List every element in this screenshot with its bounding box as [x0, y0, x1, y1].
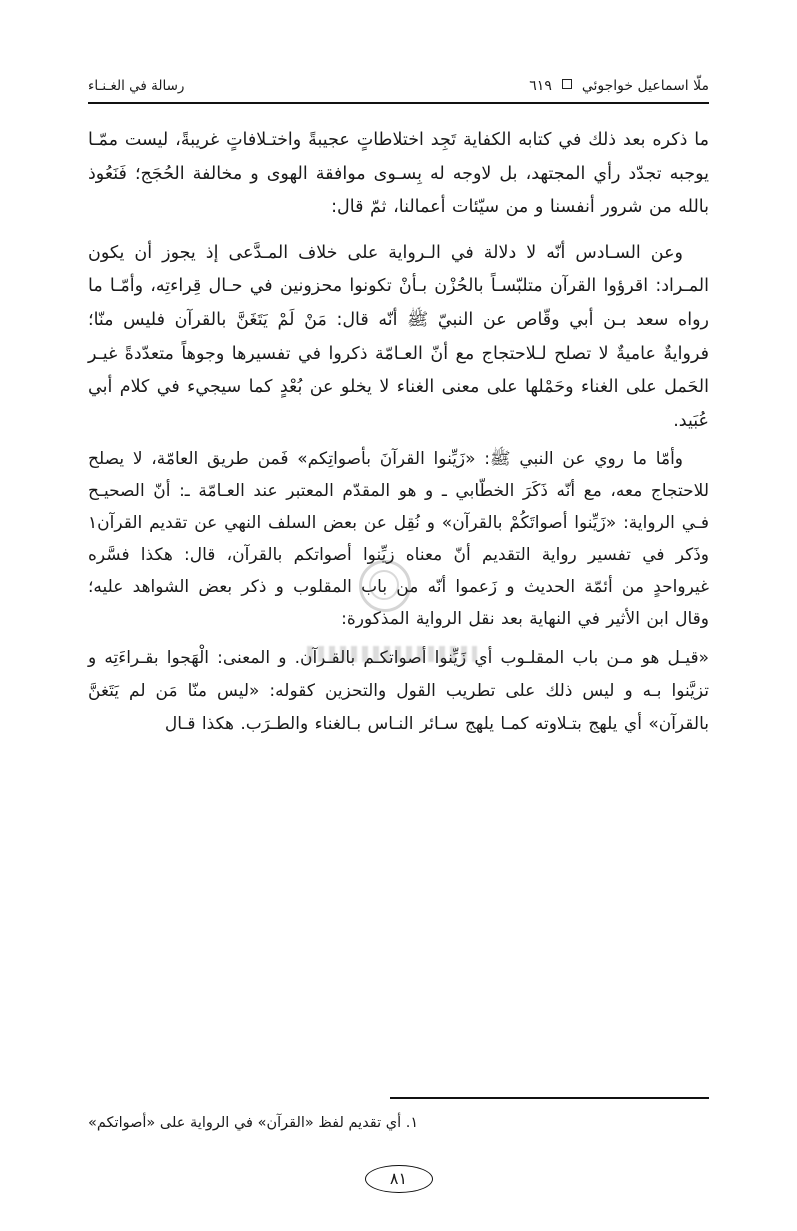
running-head-author-and-number: [529, 78, 709, 94]
running-head-book-title: رسالة في الغـنـاء: [88, 78, 185, 94]
square-bullet-icon: [562, 79, 572, 89]
footnote-text: أي تقديم لفظ «القرآن» في الرواية على «أصواتكم»: [88, 1114, 402, 1131]
paragraph-4-quotation: «قيـل هو مـن باب المقلـوب أي زَيِّنوا أصواتكـم بالقـرآن. و المعنى: الْهَجوا بقـراءَتِه و تزيَّنوا بـه و ليس ذلك على تطريب القول والتحزين كقوله: «ليس منّا مَن لم يَتَغنَّ بالقرآن» أي يلهج بتـلاوته كمـا يلهج سـائر النـاس بـالغناء والطـرَب. هكذا قـال: [88, 648, 709, 735]
page-number: ٨١: [365, 1165, 433, 1193]
body-text: [88, 124, 709, 747]
footnote: [88, 1112, 709, 1135]
footnote-marker: ١.: [405, 1114, 419, 1131]
folio: [0, 1165, 797, 1193]
header-rule: [88, 102, 709, 104]
paragraph-2: وعن السـادس أنّه لا دلالة في الـرواية على خلاف المـدَّعى إذ يجوز أن يكون المـراد: اقرؤوا القرآن متلبّسـاً بالحُزْن بـأنْ تكونوا محزونين في حـال قِراءتِه، وأمّـا ما رواه سعد بـن أبي وقّاص عن النبيّ ﷺ أنّه قال: مَنْ لَمْ يَتَغَنَّ بالقرآن فليس منّا؛ فروايةٌ عاميةٌ لا تصلح لـلاحتجاج مع أنّ العـامّة ذكروا في تفسيرها وجوهاً متعدّدةً غيـر الحَمل على الغناء وحَمْلها على معنى الغناء لا يخلو عن بُعْدٍ كما سيجيء في كلام أبي عُبَيد.: [88, 242, 709, 431]
footnote-separator: [390, 1097, 709, 1099]
running-head-number: ٦١٩: [529, 78, 552, 94]
paragraph-1: ما ذكره بعد ذلك في كتابه الكفاية تَجِد اختلاطاتٍ عجيبةً واختـلافاتٍ غريبةً، ليست ممّـا يوجبه تجدّد رأي المجتهد، بل لاوجه له بِسـوى موافقة الهوى و مخالفة الحُجَج؛ فَنَعُوذ بالله من شرور أنفسنا و من سيّئات أعمالنا، ثمّ قال:: [88, 130, 709, 218]
running-head-author: ملّا اسماعيل خواجوئي: [581, 78, 709, 94]
running-head: [88, 78, 709, 94]
paragraph-3: وأمّا ما روي عن النبي ﷺ: «زَيِّنوا القرآنَ بأصواتِكم» فَمن طريق العامّة، لا يصلح للاحتجاج معه، مع أنّه ذَكَرَ الخطّابي ـ و هو المقدّم المعتبر عند العـامّة ـ: أنّ الصحيـح فـي الرواية: «زَيِّنوا أصواتَكُمْ بالقرآن» و نُقِل عن بعض السلف النهي عن تقديم القرآن١ وذَكر في تفسير رواية التقديم أنّ معناه زيِّنوا أصواتكم بالقرآن، قال: هكذا فسَّره غيرواحدٍ من أئمّة الحديث و زَعموا أنّه من باب المقلوب و ذكر بعض الشواهد عليه؛ وقال ابن الأثير في النهاية بعد نقل الرواية المذكورة:: [88, 449, 709, 630]
